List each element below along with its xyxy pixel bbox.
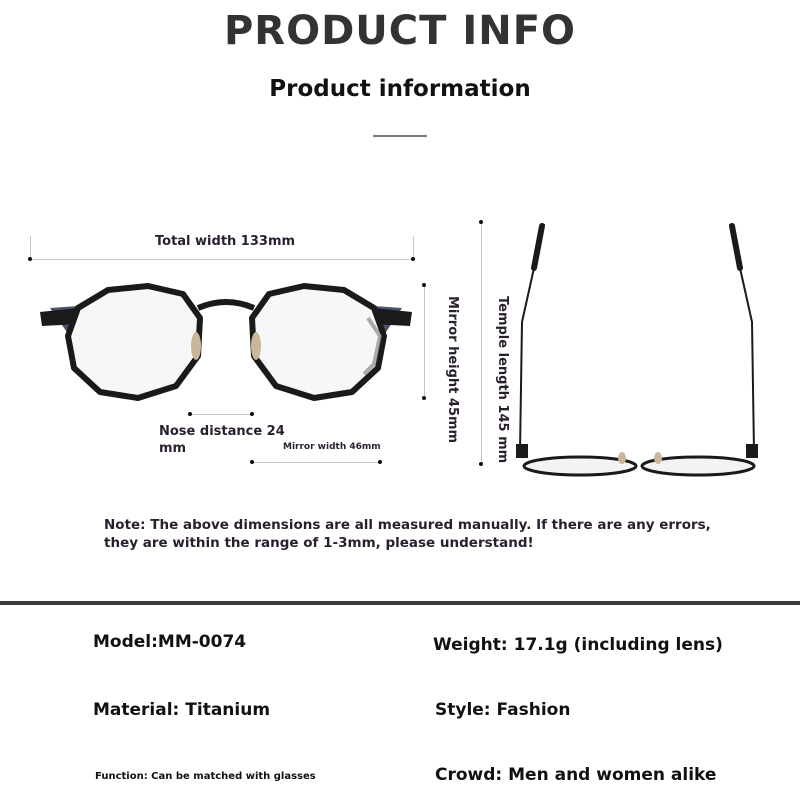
temple-length-dot-bottom [479, 462, 483, 466]
left-lens-rim [68, 286, 200, 398]
title-divider [373, 135, 427, 137]
temple-length-dot-top [479, 220, 483, 224]
spec-model: Model:MM-0074 [93, 632, 247, 652]
left-nose-pad-top [618, 452, 626, 464]
nose-distance-label: Nose distance 24 [159, 424, 285, 439]
bridge [198, 302, 254, 308]
page-title: PRODUCT INFO [223, 8, 577, 54]
mirror-width-dot-left [250, 460, 254, 464]
measurement-note: Note: The above dimensions are all measured manually. If there are any errors, they are within the range of 1-3mm, please understand! [104, 517, 711, 551]
mirror-height-dot-bottom [422, 396, 426, 400]
total-width-line [30, 259, 414, 260]
spec-material: Material: Titanium [93, 700, 271, 720]
mirror-height-dot-top [422, 283, 426, 287]
section-divider [0, 601, 800, 605]
mirror-height-label: Mirror height 45mm [445, 296, 460, 444]
spec-function: Function: Can be matched with glasses [95, 771, 316, 782]
nose-distance-dot-right [250, 412, 254, 416]
temple-length-line [481, 222, 482, 464]
page-subtitle: Product information [269, 76, 531, 102]
mirror-width-dot-right [378, 460, 382, 464]
nose-distance-unit: mm [159, 441, 187, 456]
mirror-width-label: Mirror width 46mm [283, 442, 381, 452]
total-width-dot-right [411, 257, 415, 261]
glasses-front-view-image [38, 278, 414, 408]
temple-length-label: Temple length 145 mm [495, 296, 510, 464]
left-hinge [516, 444, 528, 458]
mirror-height-line [424, 285, 425, 398]
total-width-label: Total width 133mm [155, 234, 296, 249]
nose-distance-line [190, 414, 252, 415]
right-hinge [746, 444, 758, 458]
spec-weight: Weight: 17.1g (including lens) [433, 635, 723, 655]
right-nose-pad [251, 332, 261, 360]
nose-distance-dot-left [188, 412, 192, 416]
left-nose-pad [191, 332, 201, 360]
right-lens-rim [252, 286, 384, 398]
right-temple [730, 224, 754, 452]
spec-crowd: Crowd: Men and women alike [435, 765, 717, 785]
right-nose-pad-top [654, 452, 662, 464]
mirror-width-line [252, 462, 380, 463]
glasses-top-view-image [512, 218, 762, 486]
spec-style: Style: Fashion [435, 700, 571, 720]
left-temple [520, 224, 544, 452]
total-width-dot-left [28, 257, 32, 261]
